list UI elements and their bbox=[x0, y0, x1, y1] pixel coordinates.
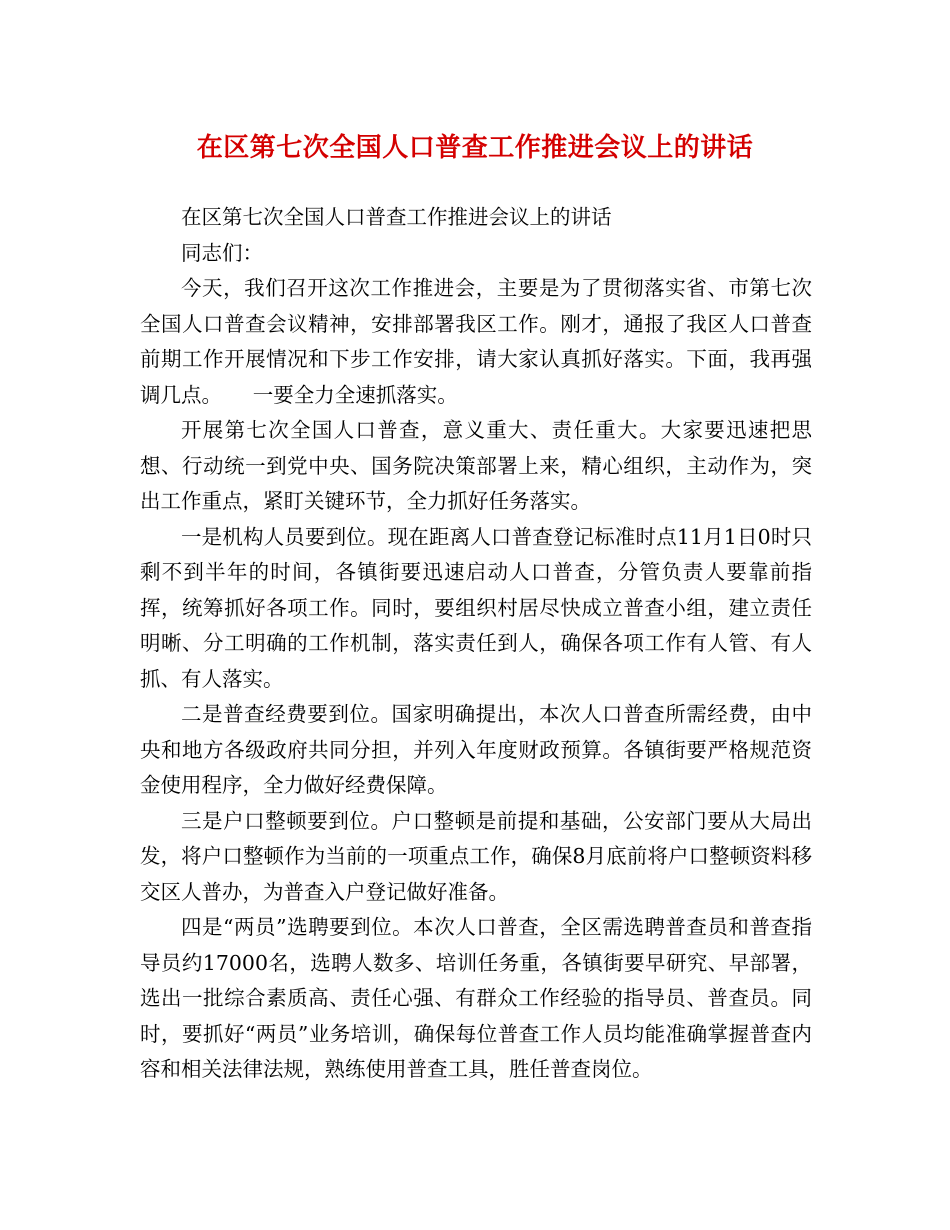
document-body bbox=[140, 200, 812, 1088]
document-title: 在区第七次全国人口普查工作推进会议上的讲话 bbox=[196, 133, 754, 163]
paragraph-salutation: 同志们： bbox=[181, 240, 263, 265]
paragraph-point-2: 二是普查经费要到位。国家明确提出，本次人口普查所需经费，由中央和地方各级政府共同分担，并列入年度财政预算。各镇街要严格规范资金使用程序，全力做好经费保障。 bbox=[140, 702, 812, 797]
paragraph-intro: 今天，我们召开这次工作推进会，主要是为了贯彻落实省、市第七次全国人口普查会议精神，安排部署我区工作。刚才，通报了我区人口普查前期工作开展情况和下步工作安排，请大家认真抓好落实。下面，我再强调几点。 一要全力全速抓落实。 bbox=[140, 276, 812, 407]
paragraph-point-1: 一是机构人员要到位。现在距离人口普查登记标准时点11月1日0时只剩不到半年的时间，各镇街要迅速启动人口普查，分管负责人要靠前指挥，统筹抓好各项工作。同时，要组织村居尽快成立普查小组，建立责任明晰、分工明确的工作机制，落实责任到人，确保各项工作有人管、有人抓、有人落实。 bbox=[140, 524, 812, 691]
paragraph-point-3: 三是户口整顿要到位。户口整顿是前提和基础，公安部门要从大局出发，将户口整顿作为当前的一项重点工作，确保8月底前将户口整顿资料移交区人普办，为普查入户登记做好准备。 bbox=[140, 808, 812, 904]
paragraph-point-4: 四是“两员”选聘要到位。本次人口普查，全区需选聘普查员和普查指导员约17000名，选聘人数多、培训任务重，各镇街要早研究、早部署，选出一批综合素质高、责任心强、有群众工作经验的指导员、普查员。同时，要抓好“两员”业务培训，确保每位普查工作人员均能准确掌握普查内容和相关法律法规，熟练使用普查工具，胜任普查岗位。 bbox=[140, 915, 812, 1081]
paragraph-subtitle: 在区第七次全国人口普查工作推进会议上的讲话 bbox=[181, 205, 612, 229]
paragraph-significance: 开展第七次全国人口普查，意义重大、责任重大。大家要迅速把思想、行动统一到党中央、国务院决策部署上来，精心组织，主动作为，突出工作重点，紧盯关键环节，全力抓好任务落实。 bbox=[140, 418, 812, 513]
